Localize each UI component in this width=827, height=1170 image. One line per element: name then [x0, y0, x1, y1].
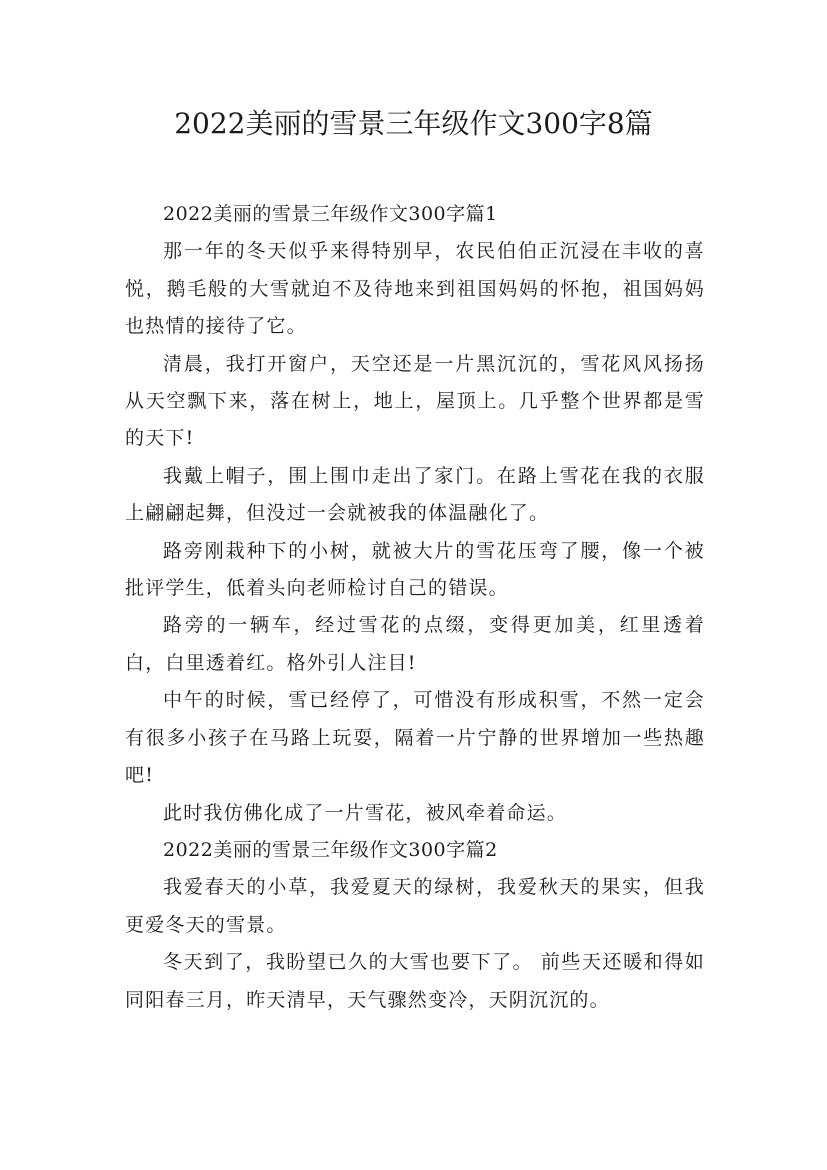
paragraph: 路旁的一辆车，经过雪花的点缀，变得更加美，红里透着白，白里透着红。格外引人注目! [125, 614, 705, 674]
paragraph: 我戴上帽子，围上围巾走出了家门。在路上雪花在我的衣服上翩翩起舞，但没过一会就被我的体温融化了。 [125, 464, 705, 525]
paragraph: 冬天到了，我盼望已久的大雪也要下了。 前些天还暖和得如同阳春三月，昨天清早，天气骤然变冷，天阴沉沉的。 [125, 951, 705, 1011]
paragraph: 我爱春天的小草，我爱夏天的绿树，我爱秋天的果实，但我更爱冬天的雪景。 [125, 876, 705, 936]
paragraph: 此时我仿佛化成了一片雪花，被风牵着命运。 [163, 801, 568, 824]
paragraph: 清晨，我打开窗户，天空还是一片黑沉沉的，雪花风风扬扬从天空飘下来，落在树上，地上，屋顶上。几乎整个世界都是雪的天下! [125, 352, 705, 450]
document-title: 2022美丽的雪景三年级作文300字8篇 [174, 107, 653, 140]
section-heading: 2022美丽的雪景三年级作文300字篇2 [163, 838, 498, 861]
paragraph: 中午的时候，雪已经停了，可惜没有形成积雪，不然一定会有很多小孩子在马路上玩耍，隔着一片宁静的世界增加一些热趣吧! [125, 689, 705, 787]
section-heading: 2022美丽的雪景三年级作文300字篇1 [163, 203, 498, 225]
document-body [125, 196, 705, 1019]
paragraph: 路旁刚栽种下的小树，就被大片的雪花压弯了腰，像一个被批评学生，低着头向老师检讨自己的错误。 [125, 539, 705, 600]
paragraph: 那一年的冬天似乎来得特别早，农民伯伯正沉浸在丰收的喜悦，鹅毛般的大雪就迫不及待地来到祖国妈妈的怀抱，祖国妈妈也热情的接待了它。 [125, 240, 705, 338]
